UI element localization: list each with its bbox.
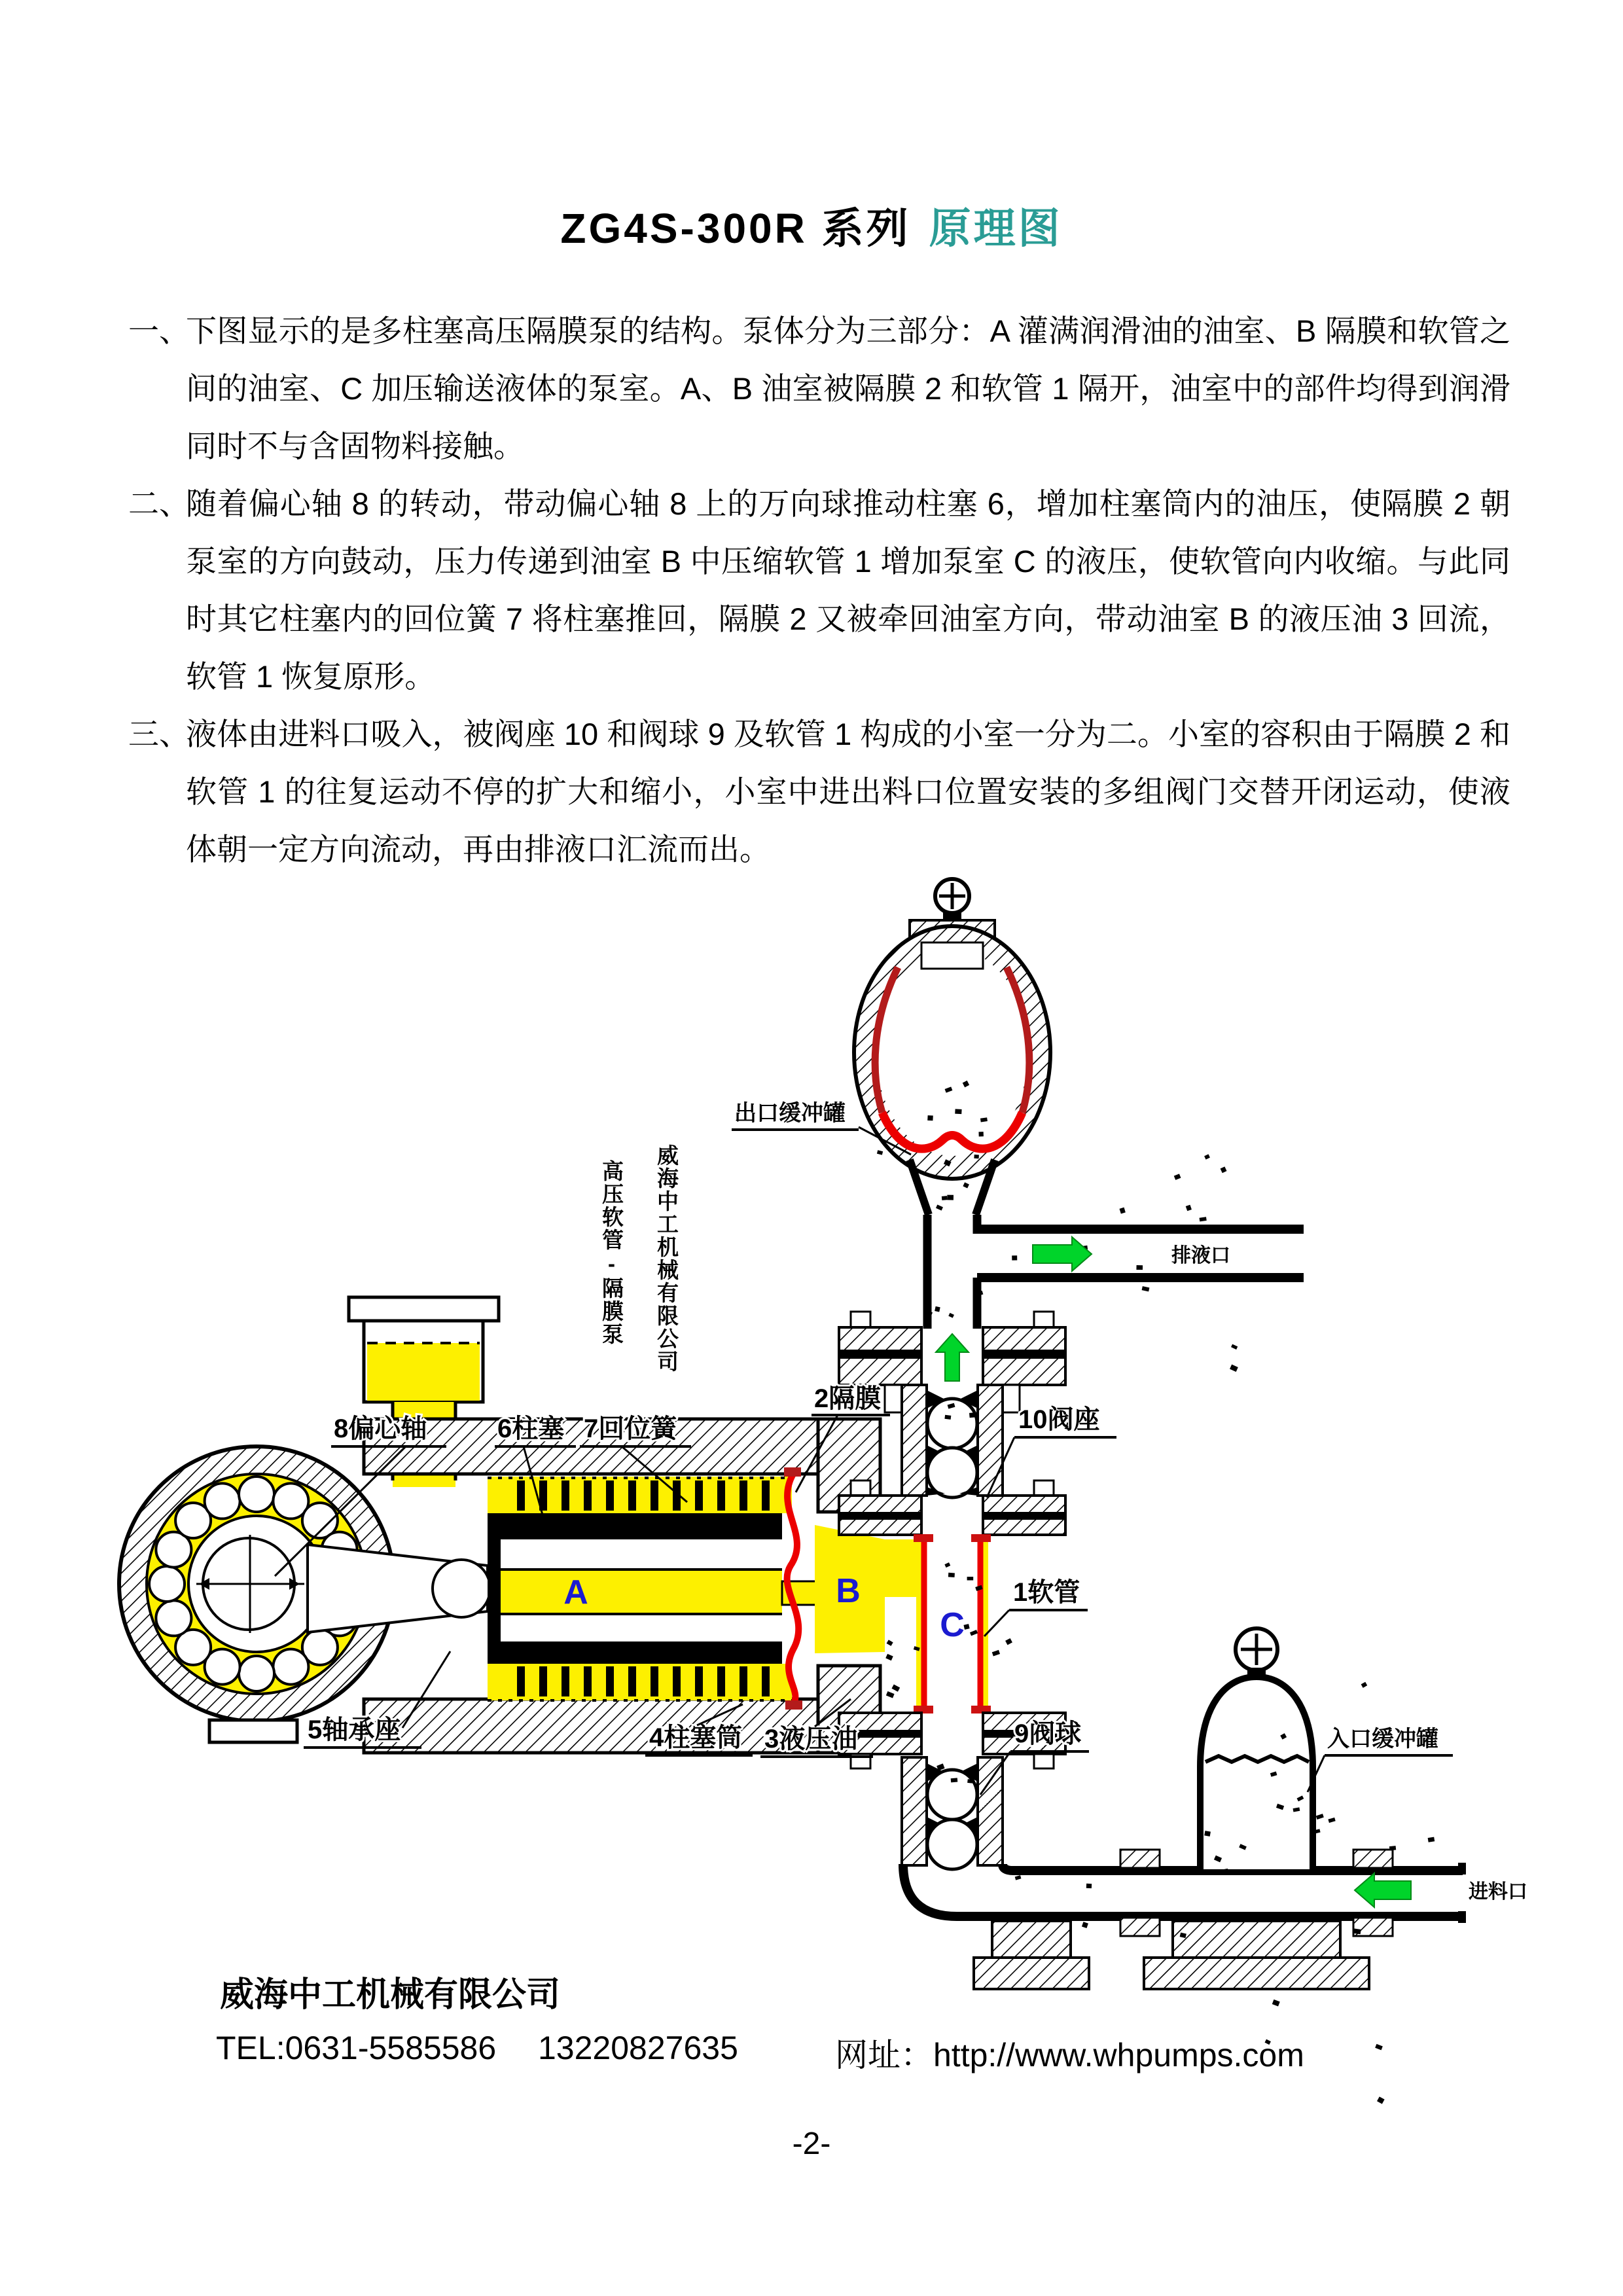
label-part-5: 5轴承座	[308, 1715, 401, 1744]
label-part-4: 4柱塞筒	[649, 1723, 743, 1752]
website-link[interactable]: http://www.whpumps.com	[933, 2037, 1304, 2073]
label-part-9: 9阀球	[1014, 1719, 1082, 1748]
label-part-8: 8偏心轴	[334, 1414, 427, 1443]
flow-arrow-left-icon	[1355, 1873, 1411, 1907]
universal-ball	[433, 1560, 490, 1617]
label-feed-port: 进料口	[1469, 1881, 1527, 1903]
label-part-1: 1软管	[1013, 1578, 1080, 1607]
chamber-a-letter: A	[563, 1573, 588, 1611]
paragraph-text: 下图显示的是多柱塞高压隔膜泵的结构。泵体分为三部分：A 灌满润滑油的油室、B 隔膜和软管之间的油室、C 加压输送液体的泵室。A、B 油室被隔膜 2 和软管 1 隔开，油室中的部件均得到润滑同时不与含固物料接触。	[186, 314, 1510, 463]
label-outlet-tank: 出口缓冲罐	[734, 1101, 846, 1126]
paragraph-marker: 三、	[128, 717, 190, 751]
paragraph-marker: 二、	[128, 486, 190, 521]
paragraph-text: 液体由进料口吸入，被阀座 10 和阀球 9 及软管 1 构成的小室一分为二。小室的容积由于隔膜 2 和软管 1 的往复运动不停的扩大和缩小，小室中进出料口位置安装的多组阀门交替开闭运动，使液体朝一定方向流动，再由排液口汇流而出。	[186, 717, 1510, 867]
paragraph-text: 随着偏心轴 8 的转动，带动偏心轴 8 上的万向球推动柱塞 6，增加柱塞筒内的油压，使隔膜 2 朝泵室的方向鼓动，压力传递到油室 B 中压缩软管 1 增加泵室 C 的液压，使软管向内收缩。与此同时其它柱塞内的回位簧 7 将柱塞推回，隔膜 2 又被牵回油室方向，带动油室 B 的液压油 3 回流，软管 1 恢复原形。	[186, 486, 1510, 694]
valve-ball-lower-1	[927, 1770, 977, 1820]
vertical-company-name: 威海中工机械有限公司	[654, 1144, 679, 1373]
title-accent: 原理图	[929, 205, 1063, 252]
footer-company: 威海中工机械有限公司	[220, 1976, 561, 2014]
oil-chamber-a	[501, 1571, 782, 1613]
flow-arrow-right-icon	[1033, 1237, 1092, 1271]
chamber-b-letter: B	[836, 1572, 861, 1610]
footer-mobile: 13220827635	[538, 2030, 738, 2066]
pump-body	[119, 1297, 885, 1753]
outlet-accumulator	[854, 879, 1050, 1215]
page-number: -2-	[792, 2126, 831, 2161]
label-part-6: 6柱塞	[497, 1414, 565, 1443]
footer-website	[835, 2029, 1304, 2076]
label-part-2: 2隔膜	[814, 1384, 882, 1413]
slurry-dots	[877, 1081, 1435, 2104]
chamber-c-letter: C	[940, 1606, 965, 1644]
title-model: ZG4S-300R 系列	[560, 205, 911, 252]
oil-cup-cap	[349, 1297, 499, 1321]
label-part-7: 7回位簧	[584, 1414, 677, 1443]
label-discharge-port: 排液口	[1171, 1245, 1230, 1266]
flow-arrow-up-icon	[936, 1334, 969, 1381]
label-part-3: 3液压油	[764, 1725, 858, 1753]
website-label: 网址：	[835, 2037, 933, 2073]
vertical-product-name: 高压软管-隔膜泵	[599, 1160, 624, 1346]
oil-in-cup	[367, 1343, 480, 1401]
label-inlet-tank: 入口缓冲罐	[1327, 1727, 1438, 1751]
body-bottom-wall	[364, 1699, 818, 1753]
valve-ball-lower-2	[927, 1820, 977, 1869]
paragraph-marker: 一、	[128, 314, 190, 348]
label-part-10: 10阀座	[1018, 1405, 1100, 1434]
housing-foot	[209, 1720, 297, 1742]
footer-tel: TEL:0631-5585586	[216, 2030, 497, 2066]
inlet-buffer-tank	[1200, 1677, 1313, 1869]
